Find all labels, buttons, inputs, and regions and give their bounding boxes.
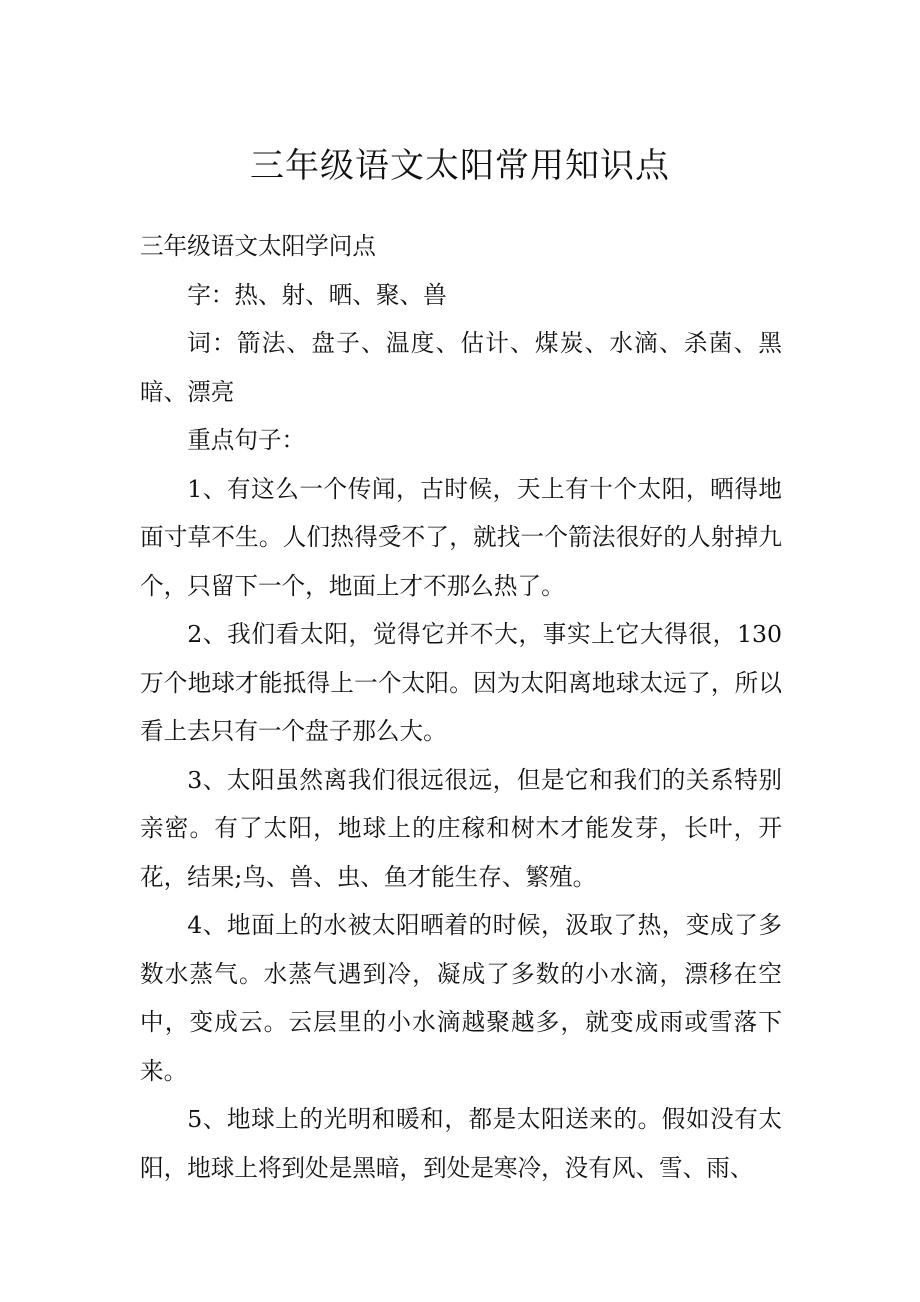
paragraph-sentence-5: 5、地球上的光明和暖和，都是太阳送来的。假如没有太阳，地球上将到处是黑暗，到处是寒冷，没有风、雪、雨、: [140, 1105, 782, 1182]
paragraph-sentence-4: 4、地面上的水被太阳晒着的时候，汲取了热，变成了多数水蒸气。水蒸气遇到冷，凝成了多数的小水滴，漂移在空中，变成云。云层里的小水滴越聚越多，就变成雨或雪落下来。: [140, 911, 782, 1085]
paragraph-sentence-1: 1、有这么一个传闻，古时候，天上有十个太阳，晒得地面寸草不生。人们热得受不了，就找一个箭法很好的人射掉九个，只留下一个，地面上才不那么热了。: [140, 474, 782, 600]
paragraph-sentence-3: 3、太阳虽然离我们很远很远，但是它和我们的关系特别亲密。有了太阳，地球上的庄稼和树木才能发芽，长叶，开花，结果;鸟、兽、虫、鱼才能生存、繁殖。: [140, 765, 782, 891]
paragraph-words: 词：箭法、盘子、温度、估计、煤炭、水滴、杀菌、黑暗、漂亮: [140, 329, 782, 406]
document-title: 三年级语文太阳常用知识点: [250, 146, 670, 186]
paragraph-key-sentences-heading: 重点句子：: [187, 426, 306, 454]
subtitle: 三年级语文太阳学问点: [140, 232, 376, 260]
document-body: [140, 222, 782, 1192]
paragraph-sentence-2: 2、我们看太阳，觉得它并不大，事实上它大得很，130万个地球才能抵得上一个太阳。因为太阳离地球太远了，所以看上去只有一个盘子那么大。: [140, 620, 782, 745]
paragraph-characters: 字：热、射、晒、聚、兽: [187, 280, 447, 309]
